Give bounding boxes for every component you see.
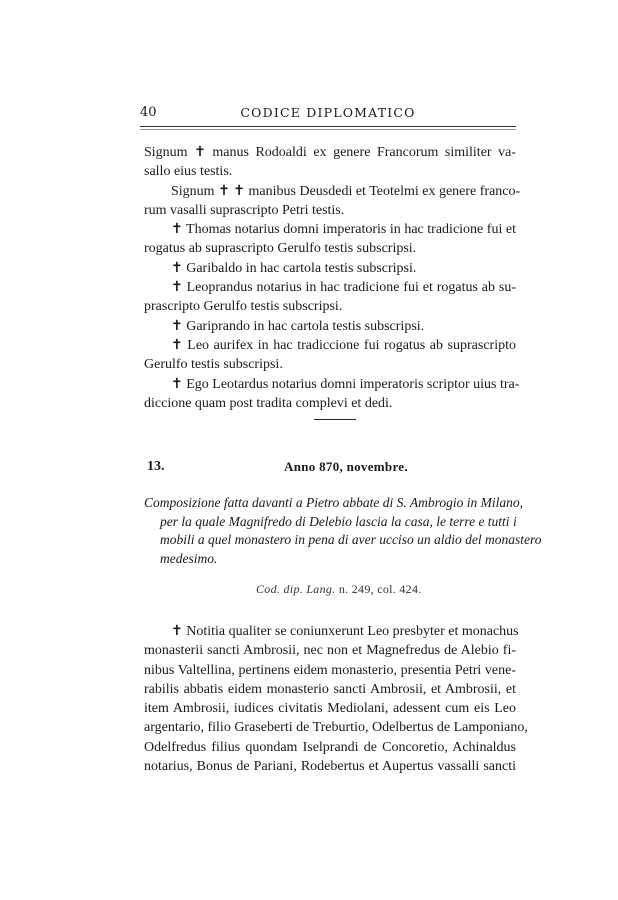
- body-line: Odelfredus filius quondam Iselprandi de Concoretio, Achinaldus: [144, 739, 516, 755]
- document-summary: [144, 494, 542, 568]
- witness-line: ✝ Gariprando in hac cartola testis subscripsi.: [171, 318, 425, 334]
- header-rule: [140, 126, 516, 127]
- witness-line: rum vasalli suprascripto Petri testis.: [144, 202, 345, 218]
- page-header: [140, 105, 516, 125]
- body-line: rabilis abbatis eidem monasterio sancti Ambrosii, et Ambrosii, et: [144, 681, 516, 697]
- page-number: 40: [140, 105, 157, 120]
- summary-line: mobili a quel monastero in pena di aver ucciso un aldio del monastero: [160, 532, 542, 547]
- section-divider: [314, 419, 356, 420]
- body-line: notarius, Bonus de Pariani, Rodebertus et Aupertus vassalli sancti: [144, 759, 516, 775]
- witness-line: Gerulfo testis subscripsi.: [144, 357, 283, 373]
- header-rule-thin: [140, 129, 516, 130]
- witness-line: rogatus ab suprascripto Gerulfo testis subscripsi.: [144, 241, 417, 257]
- document-number: 13.: [147, 459, 165, 474]
- body-line: monasterii sancti Ambrosii, nec non et Magnefredus de Alebio fi-: [144, 643, 516, 659]
- summary-line: medesimo.: [160, 550, 218, 566]
- witness-line: ✝ Leo aurifex in hac tradiccione fui rogatus ab suprascripto: [171, 337, 516, 353]
- source-location: n. 249, col. 424.: [335, 582, 422, 596]
- summary-line: per la quale Magnifredo di Delebio lascia la casa, le terre e tutti i: [160, 513, 517, 529]
- body-line: item Ambrosii, iudices civitatis Mediolani, adessent cum eis Leo: [144, 701, 516, 717]
- witness-line: ✝ Ego Leotardus notarius domni imperatoris scriptor uius tra-: [171, 376, 520, 392]
- body-line: nibus Valtellina, pertinens eidem monasterio, presentia Petri vene-: [144, 662, 516, 678]
- witness-list: [144, 143, 521, 413]
- body-line: ✝ Notitia qualiter se coniunxerunt Leo presbyter et monachus: [171, 624, 519, 639]
- source-reference: [256, 582, 422, 597]
- witness-line: sallo eius testis.: [144, 164, 233, 180]
- body-line: argentario, filio Graseberti de Treburtio, Odelbertus de Lamponiano,: [144, 720, 528, 736]
- witness-line: ✝ Garibaldo in hac cartola testis subscripsi.: [171, 260, 417, 276]
- witness-line: Signum ✝ ✝ manibus Deusdedi et Teotelmi ex genere franco-: [171, 183, 521, 199]
- summary-line: Composizione fatta davanti a Pietro abbate di S. Ambrogio in Milano,: [144, 495, 523, 510]
- witness-line: Signum ✝ manus Rodoaldi ex genere Francorum similiter va-: [144, 145, 516, 160]
- document-date: Anno 870, novembre.: [284, 459, 408, 474]
- document-body: [144, 622, 528, 776]
- running-title: CODICE DIPLOMATICO: [240, 105, 416, 120]
- witness-line: diccione quam post tradita complevi et dedi.: [144, 395, 393, 411]
- source-title: Cod. dip. Lang.: [256, 582, 336, 596]
- witness-line: ✝ Thomas notarius domni imperatoris in hac tradicione fui et: [171, 222, 516, 238]
- witness-line: ✝ Leoprandus notarius in hac tradicione fui et rogatus ab su-: [171, 280, 516, 296]
- witness-line: prascripto Gerulfo testis subscripsi.: [144, 299, 343, 315]
